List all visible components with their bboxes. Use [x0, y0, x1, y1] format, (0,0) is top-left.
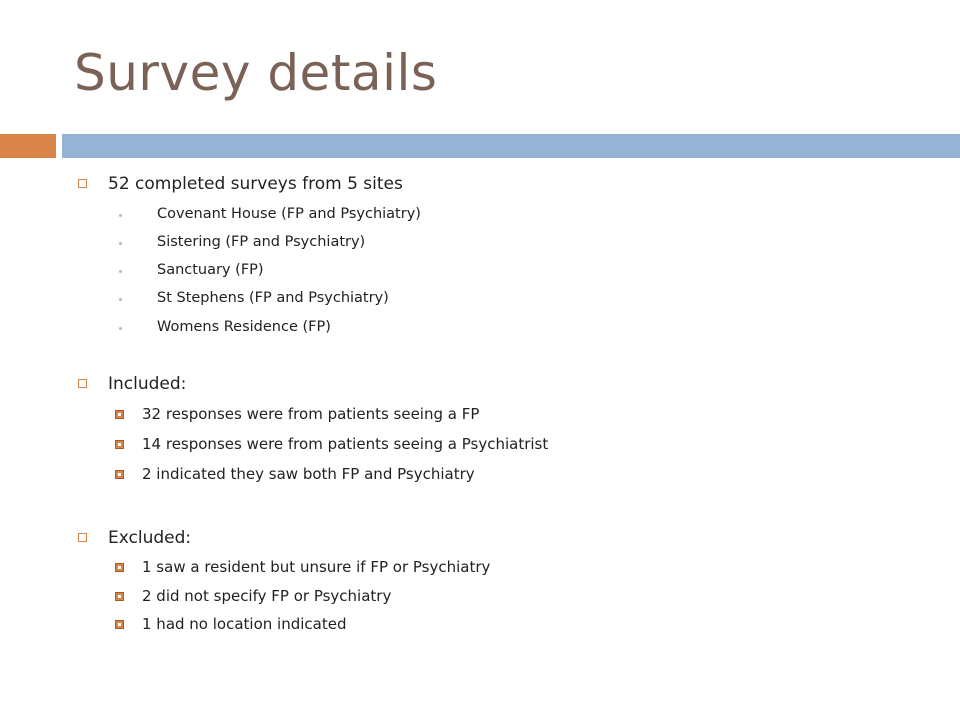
bullet-included-item — [142, 465, 475, 483]
bullet-text: 2 indicated they saw both FP and Psychiatry — [142, 465, 475, 483]
bullet-site — [157, 262, 264, 278]
bullet-text: Sanctuary (FP) — [157, 262, 264, 278]
dot-bullet-icon — [119, 242, 122, 245]
bullet-text: Womens Residence (FP) — [157, 319, 331, 335]
bullet-text: 1 had no location indicated — [142, 615, 347, 633]
bullet-text: Covenant House (FP and Psychiatry) — [157, 206, 421, 222]
hollow-square-bullet-icon — [78, 379, 87, 388]
bullet-text: 1 saw a resident but unsure if FP or Psychiatry — [142, 558, 491, 576]
hollow-square-bullet-icon — [78, 533, 87, 542]
slide-title: Survey details — [74, 44, 438, 102]
bullet-sites-heading — [108, 174, 403, 194]
bullet-excluded-item — [142, 615, 346, 633]
bullet-text: 32 responses were from patients seeing a FP — [142, 405, 480, 423]
bullet-excluded-heading — [108, 528, 191, 548]
bullet-excluded-item — [142, 558, 490, 576]
bullet-text: 52 completed surveys from 5 sites — [108, 174, 403, 194]
filled-square-bullet-icon — [115, 563, 124, 572]
bullet-site — [157, 206, 421, 222]
filled-square-bullet-icon — [115, 470, 124, 479]
filled-square-bullet-icon — [115, 620, 124, 629]
bullet-text: St Stephens (FP and Psychiatry) — [157, 290, 389, 306]
filled-square-bullet-icon — [115, 440, 124, 449]
filled-square-bullet-icon — [115, 592, 124, 601]
dot-bullet-icon — [119, 270, 122, 273]
bullet-text: Included: — [108, 374, 187, 394]
filled-square-bullet-icon — [115, 410, 124, 419]
bullet-site — [157, 290, 389, 306]
bullet-text: Excluded: — [108, 528, 192, 548]
bullet-site — [157, 234, 365, 250]
bullet-included-item — [142, 435, 548, 453]
bullet-text: 14 responses were from patients seeing a Psychiatrist — [142, 435, 549, 453]
dot-bullet-icon — [119, 298, 122, 301]
bullet-text: 2 did not specify FP or Psychiatry — [142, 587, 392, 605]
bullet-text: Sistering (FP and Psychiatry) — [157, 234, 366, 250]
dot-bullet-icon — [119, 214, 122, 217]
bullet-excluded-item — [142, 587, 391, 605]
bullet-site — [157, 319, 331, 335]
bullet-included-heading — [108, 374, 186, 394]
hollow-square-bullet-icon — [78, 179, 87, 188]
bullet-included-item — [142, 405, 479, 423]
dot-bullet-icon — [119, 327, 122, 330]
